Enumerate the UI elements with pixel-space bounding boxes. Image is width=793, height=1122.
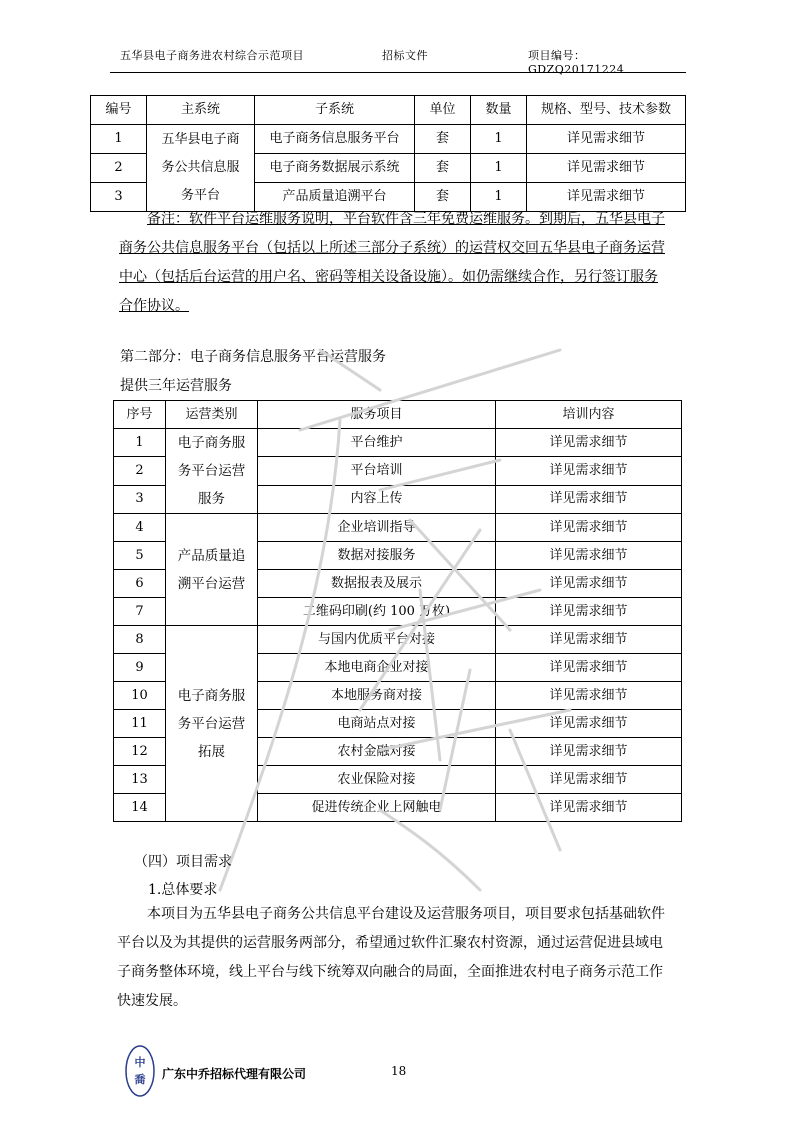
body-line: 子商务整体环境，线上平台与线下统筹双向融合的局面，全面推进农村电子商务示范工作 [117, 964, 663, 980]
main-system-cell [147, 125, 255, 212]
header-cell: 序号 [114, 401, 166, 429]
logo-outline [126, 1046, 154, 1096]
row-number: 8 [114, 626, 166, 654]
row-number: 7 [114, 598, 166, 626]
main-system-line: 五华县电子商 [161, 132, 240, 147]
service-item: 农村金融对接 [258, 738, 496, 766]
header-cell: 运营类别 [166, 401, 258, 429]
operation-service-table [113, 400, 682, 822]
subsystem-cell: 电子商务信息服务平台 [255, 125, 415, 154]
training-content: 详见需求细节 [496, 738, 682, 766]
service-item: 平台培训 [258, 457, 496, 485]
service-item: 数据报表及展示 [258, 570, 496, 598]
subsystem-table [90, 95, 686, 212]
category-cell [166, 514, 258, 626]
spec-cell: 详见需求细节 [527, 125, 686, 154]
part2-title: 第二部分：电子商务信息服务平台运营服务 [120, 349, 386, 365]
table-row [114, 429, 682, 457]
training-content: 详见需求细节 [496, 766, 682, 794]
body-line: 平台以及为其提供的运营服务两部分，希望通过软件汇聚农村资源，通过运营促进县域电 [117, 935, 663, 951]
note-line: 备注：软件平台运维服务说明，平台软件含三年免费运维服务。到期后，五华县电子 [147, 211, 665, 227]
row-number: 12 [114, 738, 166, 766]
training-content: 详见需求细节 [496, 542, 682, 570]
category-line: 拓展 [198, 743, 225, 760]
service-item: 本地服务商对接 [258, 682, 496, 710]
service-item: 数据对接服务 [258, 542, 496, 570]
quantity-cell: 1 [471, 154, 527, 183]
header-rule [110, 72, 686, 73]
category-line: 务平台运营 [177, 715, 246, 732]
header-project-name: 五华县电子商务进农村综合示范项目 [120, 49, 304, 62]
table-row [114, 514, 682, 542]
table-header-row [91, 96, 686, 125]
table-header-row [114, 401, 682, 429]
logo-char-top: 中 [134, 1056, 146, 1069]
training-content: 详见需求细节 [496, 682, 682, 710]
row-number: 14 [114, 794, 166, 822]
row-number: 1 [91, 125, 147, 154]
subsystem-cell: 电子商务数据展示系统 [255, 154, 415, 183]
service-item: 本地电商企业对接 [258, 654, 496, 682]
main-system-line: 务平台 [180, 188, 220, 203]
header-doc-type: 招标文件 [382, 49, 428, 62]
training-content: 详见需求细节 [496, 626, 682, 654]
category-cell [166, 429, 258, 514]
category-line: 溯平台运营 [177, 575, 246, 592]
header-cell: 服务项目 [258, 401, 496, 429]
part2-subtitle: 提供三年运营服务 [120, 378, 232, 394]
page-footer [125, 1045, 445, 1100]
page-number: 18 [391, 1064, 407, 1078]
section4-subheading: 1.总体要求 [148, 882, 218, 898]
category-line: 电子商务服 [177, 435, 246, 451]
training-content: 详见需求细节 [496, 457, 682, 485]
header-project-number: 项目编号：GDZQ20171224 [528, 49, 625, 76]
section4-heading: （四）项目需求 [134, 854, 232, 870]
header-cell: 规格、型号、技术参数 [527, 96, 686, 125]
training-content: 详见需求细节 [496, 514, 682, 542]
training-content: 详见需求细节 [496, 429, 682, 457]
service-item: 企业培训指导 [258, 514, 496, 542]
category-line: 服务 [198, 491, 225, 507]
row-number: 1 [114, 429, 166, 457]
page-header [120, 47, 675, 76]
row-number: 2 [114, 457, 166, 485]
training-content: 详见需求细节 [496, 485, 682, 513]
service-item: 平台维护 [258, 429, 496, 457]
category-line: 电子商务服 [177, 687, 246, 704]
row-number: 3 [114, 485, 166, 513]
category-line: 务平台运营 [177, 463, 246, 479]
spec-cell: 详见需求细节 [527, 183, 686, 212]
body-line: 本项目为五华县电子商务公共信息平台建设及运营服务项目，项目要求包括基础软件 [147, 906, 665, 922]
maintenance-note [119, 205, 685, 321]
row-number: 5 [114, 542, 166, 570]
main-system-line: 务公共信息服 [161, 160, 240, 175]
company-logo [125, 1045, 155, 1097]
header-cell: 编号 [91, 96, 147, 125]
row-number: 13 [114, 766, 166, 794]
service-item: 与国内优质平台对接 [258, 626, 496, 654]
note-line: 商务公共信息服务平台（包括以上所述三部分子系统）的运营权交回五华县电子商务运营 [119, 240, 665, 256]
row-number: 9 [114, 654, 166, 682]
header-cell: 子系统 [255, 96, 415, 125]
training-content: 详见需求细节 [496, 710, 682, 738]
quantity-cell: 1 [471, 125, 527, 154]
table-row [114, 626, 682, 654]
service-item: 促进传统企业上网触电 [258, 794, 496, 822]
row-number: 11 [114, 710, 166, 738]
service-item: 二维码印刷(约 100 万枚) [258, 598, 496, 626]
unit-cell: 套 [415, 125, 471, 154]
row-number: 6 [114, 570, 166, 598]
header-cell: 单位 [415, 96, 471, 125]
table-row [91, 125, 686, 154]
row-number: 4 [114, 514, 166, 542]
service-item: 内容上传 [258, 485, 496, 513]
company-name: 广东中乔招标代理有限公司 [162, 1067, 307, 1081]
body-line: 快速发展。 [117, 993, 187, 1009]
row-number: 10 [114, 682, 166, 710]
service-item: 电商站点对接 [258, 710, 496, 738]
logo-char-bottom: 喬 [134, 1073, 146, 1086]
note-line: 合作协议。 [119, 298, 189, 314]
header-cell: 培训内容 [496, 401, 682, 429]
subsystem-cell: 产品质量追溯平台 [255, 183, 415, 212]
service-item: 农业保险对接 [258, 766, 496, 794]
training-content: 详见需求细节 [496, 794, 682, 822]
header-cell: 数量 [471, 96, 527, 125]
quantity-cell: 1 [471, 183, 527, 212]
unit-cell: 套 [415, 154, 471, 183]
category-line: 产品质量追 [177, 547, 246, 564]
note-line: 中心（包括后台运营的用户名、密码等相关设备设施）。如仍需继续合作，另行签订服务 [119, 269, 658, 285]
row-number: 2 [91, 154, 147, 183]
training-content: 详见需求细节 [496, 654, 682, 682]
row-number: 3 [91, 183, 147, 212]
spec-cell: 详见需求细节 [527, 154, 686, 183]
unit-cell: 套 [415, 183, 471, 212]
training-content: 详见需求细节 [496, 598, 682, 626]
training-content: 详见需求细节 [496, 570, 682, 598]
section4-body [117, 900, 687, 1016]
category-cell [166, 626, 258, 822]
header-cell: 主系统 [147, 96, 255, 125]
